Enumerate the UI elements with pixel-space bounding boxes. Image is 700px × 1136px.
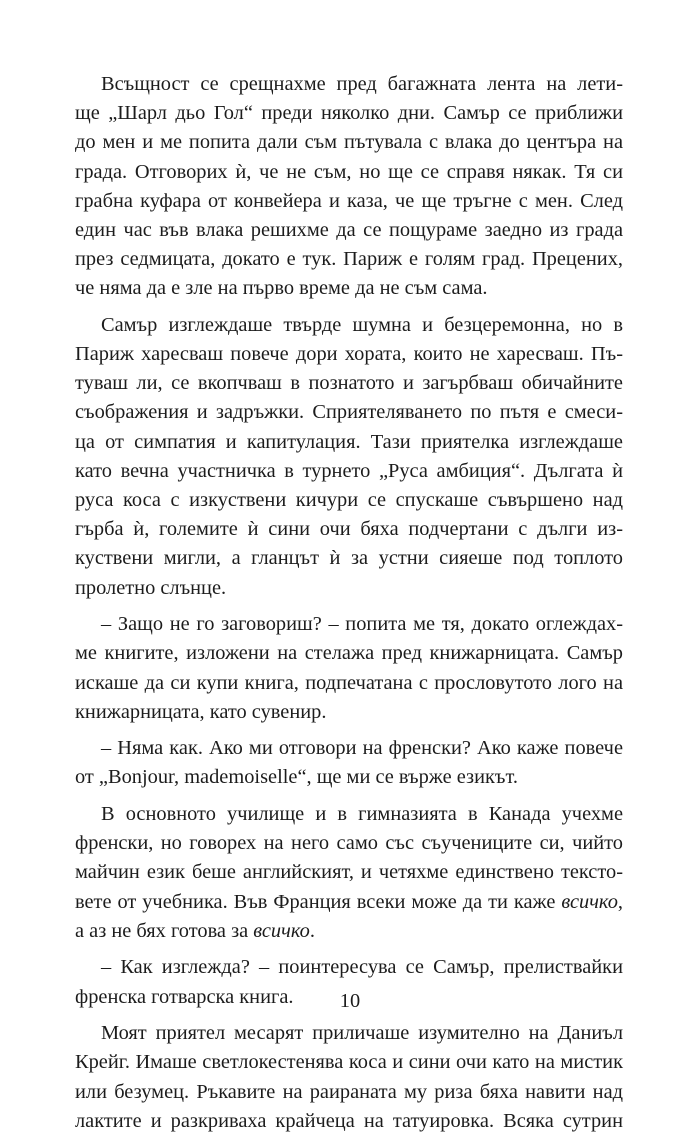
italic-word: всичко	[561, 890, 618, 913]
text-line: до мен и ме попита дали съм пътувала с влака до центъра на	[75, 131, 623, 154]
text-line	[75, 917, 623, 946]
body-text	[75, 70, 623, 1136]
text-line: Самър изглеждаше твърде шумна и безцеремонна, но в	[101, 313, 623, 336]
text-line: или безумец. Ръкавите на раираната му риза бяха навити над	[75, 1080, 623, 1103]
text-line: ца от симпатия и капитулация. Тази приятелка изглеждаше	[75, 430, 623, 453]
text-line: от „Bonjour, mademoiselle“, ще ми се върже езикът.	[75, 766, 518, 789]
text-line: френски, но говорех на него само със съучениците си, чийто	[75, 832, 623, 855]
text-line: туваш ли, се вкопчваш в познатото и загърбваш обичайните	[75, 372, 623, 395]
text-line: ще „Шарл дьо Гол“ преди няколко дни. Самър се приближи	[75, 102, 623, 125]
text-line: Крейг. Имаше светлокестенява коса и сини очи като на мистик	[75, 1051, 623, 1074]
paragraph	[75, 734, 623, 792]
text-line: гърба ѝ, големите ѝ сини очи бяха подчертани с дълги из-	[75, 518, 623, 541]
text-segment: вете от учебника. Във Франция всеки може да ти каже	[75, 890, 556, 913]
paragraph	[75, 1019, 623, 1136]
text-line: френска готварска книга.	[75, 985, 294, 1008]
paragraph	[75, 610, 623, 727]
text-line: искаше да си купи книга, подпечатана с прословутото лого на	[75, 671, 623, 694]
text-line: през седмицата, докато е тук. Париж е голям град. Прецених,	[75, 248, 623, 271]
text-segment: а аз не бях готова за	[75, 919, 249, 942]
text-line: съображения и задръжки. Сприятеляването по пътя е смеси-	[75, 401, 623, 424]
text-line: един час във влака решихме да се пощураме заедно из града	[75, 218, 623, 241]
text-line: майчин език беше английският, и четяхме единствено тексто-	[75, 861, 623, 884]
text-line: че няма да е зле на първо време да не съм сама.	[75, 277, 488, 300]
punctuation: .	[309, 919, 315, 942]
text-line: града. Отговорих ѝ, че не съм, но ще се справя някак. Тя си	[75, 160, 623, 183]
text-line: Париж харесваш повече дори хората, които не харесваш. Пъ-	[75, 343, 623, 366]
paragraph	[75, 800, 623, 946]
text-line: В основното училище и в гимназията в Канада учехме	[101, 803, 623, 826]
text-line: руса коса с изкуствени кичури се спускаше съвършено над	[75, 489, 623, 512]
text-line: грабна куфара от конвейера и каза, че ще тръгне с мен. След	[75, 189, 623, 212]
text-line: куствени мигли, а гланцът ѝ за устни сияеше под топлото	[75, 547, 623, 570]
text-line: пролетно слънце.	[75, 576, 227, 599]
text-line: Всъщност се срещнахме пред багажната лента на лети-	[101, 73, 623, 95]
text-line: книжарницата, като сувенир.	[75, 700, 327, 723]
text-line: – Защо не го заговориш? – попита ме тя, докато оглеждах-	[101, 613, 623, 636]
text-line: Моят приятел месарят приличаше изумително на Даниъл	[101, 1022, 623, 1045]
text-line: като вечна участничка в турнето „Руса амбиция“. Дългата ѝ	[75, 459, 623, 482]
text-line: – Как изглежда? – поинтересува се Самър, прелиствайки	[101, 956, 623, 979]
punctuation: ,	[617, 890, 623, 913]
text-line	[75, 888, 623, 917]
text-line: лактите и разкриваха крайчеца на татуировка. Всяка сутрин	[75, 1109, 623, 1132]
text-line: ме книгите, изложени на стелажа пред книжарницата. Самър	[75, 642, 623, 665]
page-number: 10	[339, 990, 361, 1012]
italic-word: всичко	[253, 919, 310, 942]
paragraph	[75, 70, 623, 304]
text-line: – Няма как. Ако ми отговори на френски? Ако каже повече	[101, 737, 623, 760]
paragraph	[75, 311, 623, 603]
